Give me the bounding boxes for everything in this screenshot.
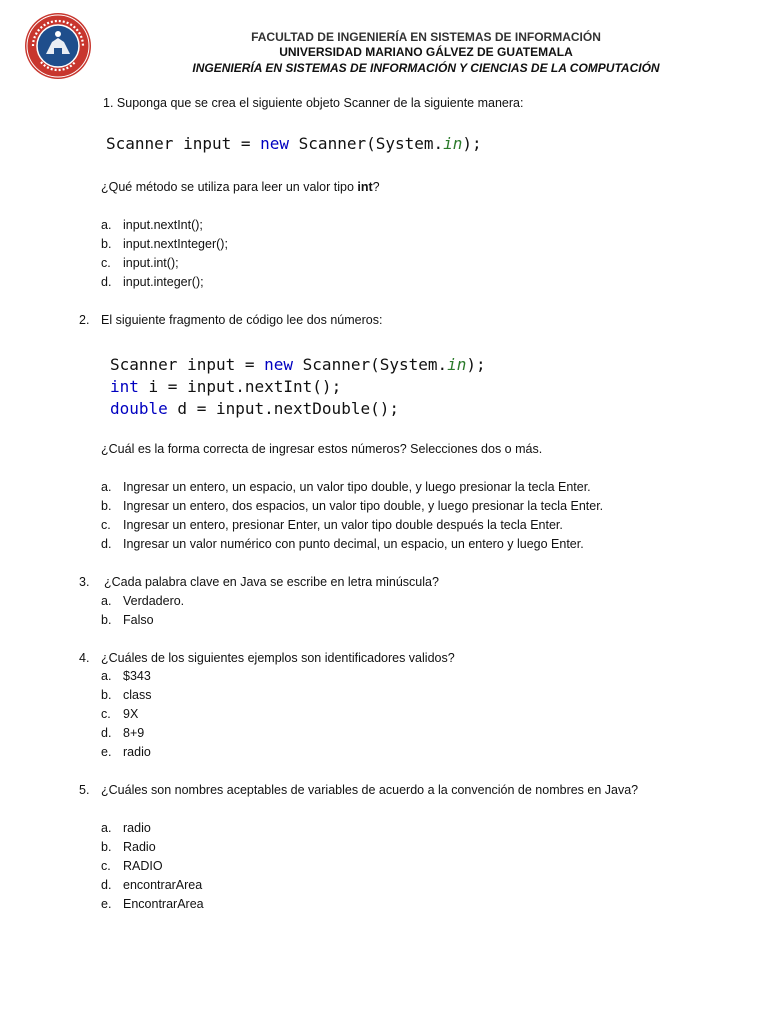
- question-1: [103, 96, 523, 111]
- question-number: 5.: [79, 783, 90, 797]
- code-block-2: Scanner input = new Scanner(System.in); int i = input.nextInt(); double d = input.nextDouble();: [110, 355, 486, 418]
- question-text: ¿Cada palabra clave en Java se escribe en letra minúscula?: [104, 575, 439, 589]
- document-header: [0, 0, 768, 84]
- faculty-name: FACULTAD DE INGENIERÍA EN SISTEMAS DE INFORMACIÓN: [251, 30, 601, 44]
- question-text: ¿Cuáles son nombres aceptables de variables de acuerdo a la convención de nombres en Java?: [101, 783, 639, 797]
- question-text: ¿Cuáles de los siguientes ejemplos son identificadores validos?: [101, 651, 455, 665]
- program-name: INGENIERÍA EN SISTEMAS DE INFORMACIÓN Y CIENCIAS DE LA COMPUTACIÓN: [192, 61, 660, 75]
- question-number: 2.: [79, 313, 90, 327]
- question-2-ask: ¿Cuál es la forma correcta de ingresar estos números? Selecciones dos o más.: [101, 442, 543, 456]
- code-block-1: Scanner input = new Scanner(System.in);: [106, 134, 482, 153]
- question-number: 1.: [103, 96, 114, 110]
- university-seal-icon: [24, 12, 92, 80]
- question-text: Suponga que se crea el siguiente objeto Scanner de la siguiente manera:: [116, 96, 524, 110]
- question-number: 3.: [79, 575, 90, 589]
- university-name: UNIVERSIDAD MARIANO GÁLVEZ DE GUATEMALA: [279, 45, 573, 59]
- question-text: El siguiente fragmento de código lee dos números:: [101, 313, 383, 327]
- question-1-ask: ¿Qué método se utiliza para leer un valor tipo int?: [101, 180, 380, 194]
- question-number: 4.: [79, 651, 90, 665]
